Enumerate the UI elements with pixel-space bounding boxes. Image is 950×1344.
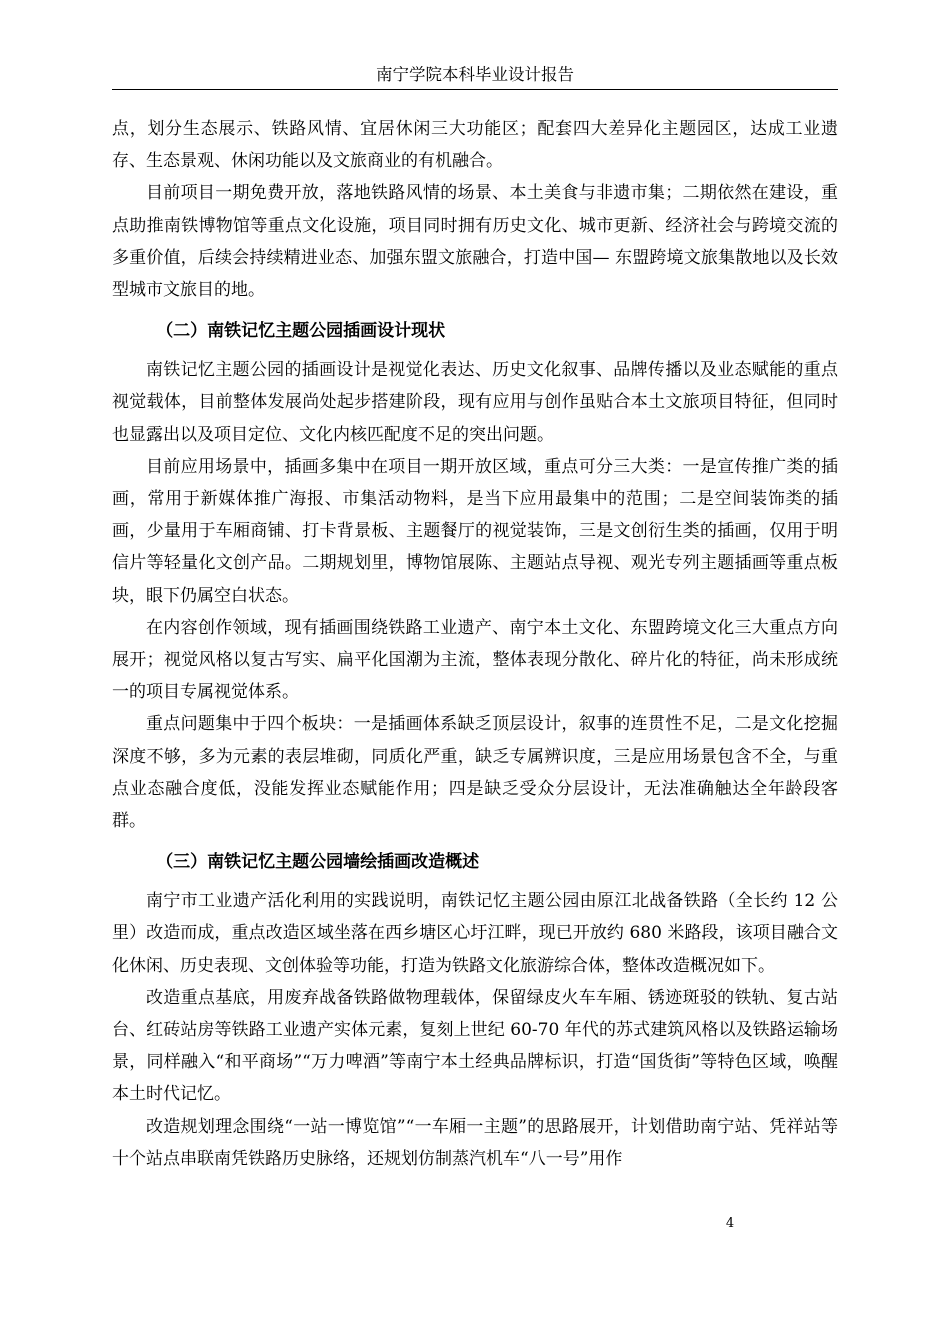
- paragraph: 改造规划理念围绕“一站一博览馆”“一车厢一主题”的思路展开，计划借助南宁站、凭祥站等十个站点串联南凭铁路历史脉络，还规划仿制蒸汽机车“八一号”用作: [112, 1116, 838, 1169]
- body-text: [112, 113, 838, 1175]
- paragraph: 目前项目一期免费开放，落地铁路风情的场景、本土美食与非遗市集；二期依然在建设，重点助推南铁博物馆等重点文化设施，项目同时拥有历史文化、城市更新、经济社会与跨境交流的多重价值，后续会持续精进业态、加强东盟文旅融合，打造中国— 东盟跨境文旅集散地以及长效型城市文旅目的地。: [112, 183, 838, 301]
- paragraph: 在内容创作领域，现有插画围绕铁路工业遗产、南宁本土文化、东盟跨境文化三大重点方向展开；视觉风格以复古写实、扁平化国潮为主流，整体表现分散化、碎片化的特征，尚未形成统一的项目专属视觉体系。: [112, 617, 838, 703]
- running-header: 南宁学院本科毕业设计报告: [112, 62, 838, 90]
- page-number: 4: [725, 1216, 735, 1231]
- paragraph: 重点问题集中于四个板块：一是插画体系缺乏顶层设计，叙事的连贯性不足，二是文化挖掘深度不够，多为元素的表层堆砌，同质化严重，缺乏专属辨识度，三是应用场景包含不全，与重点业态融合度低，没能发挥业态赋能作用；四是缺乏受众分层设计，无法准确触达全年龄段客群。: [112, 714, 838, 832]
- paragraph: 改造重点基底，用废弃战备铁路做物理载体，保留绿皮火车车厢、锈迹斑驳的铁轨、复古站台、红砖站房等铁路工业遗产实体元素，复刻上世纪 60-70 年代的苏式建筑风格以及铁路运输场景，同样融入“和平商场”“万力啤酒”等南宁本土经典品牌标识，打造“国货街”等特色区域，唤醒本土时代记忆。: [112, 987, 838, 1105]
- paragraph: 南宁市工业遗产活化利用的实践说明，南铁记忆主题公园由原江北战备铁路（全长约 12 公里）改造而成，重点改造区域坐落在西乡塘区心圩江畔，现已开放约 680 米路段，该项目融合文化休闲、历史表现、文创体验等功能，打造为铁路文化旅游综合体，整体改造概况如下。: [112, 891, 838, 976]
- section-heading-3: （三）南铁记忆主题公园墙绘插画改造概述: [156, 852, 480, 873]
- paragraph: 南铁记忆主题公园的插画设计是视觉化表达、历史文化叙事、品牌传播以及业态赋能的重点视觉载体，目前整体发展尚处起步搭建阶段，现有应用与创作虽贴合本土文旅项目特征，但同时也显露出以及项目定位、文化内核匹配度不足的突出问题。: [112, 360, 838, 445]
- section-heading-2: （二）南铁记忆主题公园插画设计现状: [156, 321, 446, 342]
- page-number-footer: [0, 1216, 738, 1231]
- paragraph-continued: 点，划分生态展示、铁路风情、宜居休闲三大功能区；配套四大差异化主题园区，达成工业遗存、生态景观、休闲功能以及文旅商业的有机融合。: [112, 119, 838, 172]
- paragraph: 目前应用场景中，插画多集中在项目一期开放区域，重点可分三大类：一是宣传推广类的插画，常用于新媒体推广海报、市集活动物料，是当下应用最集中的范围；二是空间装饰类的插画，少量用于车厢商铺、打卡背景板、主题餐厅的视觉装饰，三是文创衍生类的插画，仅用于明信片等轻量化文创产品。二期规划里，博物馆展陈、主题站点导视、观光专列主题插画等重点板块，眼下仍属空白状态。: [112, 456, 838, 606]
